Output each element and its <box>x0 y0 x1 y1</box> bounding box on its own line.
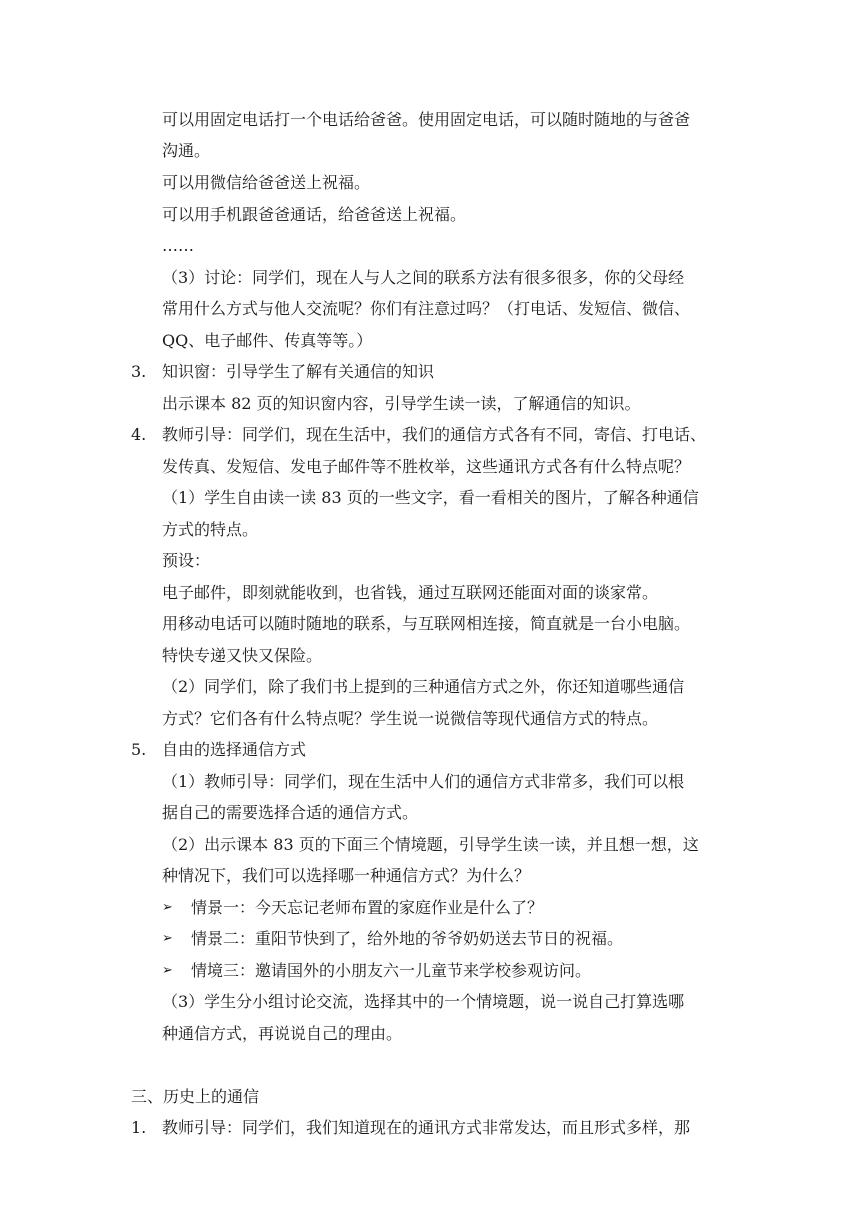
paragraph-line: 据自己的需要选择合适的通信方式。 <box>162 803 419 822</box>
scene-item: 情景一：今天忘记老师布置的家庭作业是什么了？ <box>191 898 544 917</box>
list-number: 3. <box>131 362 147 381</box>
paragraph-line: 可以用微信给爸爸送上祝福。 <box>162 173 371 192</box>
list-item-title: 教师引导：同学们，我们知道现在的通讯方式非常发达，而且形式多样，那 <box>162 1118 691 1137</box>
list-item-title: 教师引导：同学们，现在生活中，我们的通信方式各有不同，寄信、打电话、 <box>162 425 707 444</box>
discussion-line: QQ、电子邮件、传真等等。） <box>162 331 373 350</box>
arrow-bullet-icon: ➢ <box>162 900 173 915</box>
paragraph-line: 种情况下，我们可以选择哪一种通信方式？为什么？ <box>162 866 531 885</box>
list-item-title: 知识窗：引导学生了解有关通信的知识 <box>162 362 435 381</box>
paragraph-line: 方式？它们各有什么特点呢？学生说一说微信等现代通信方式的特点。 <box>162 709 659 728</box>
list-number: 1. <box>131 1118 147 1137</box>
list-number: 4. <box>131 425 147 444</box>
paragraph-line: 特快专递又快又保险。 <box>162 646 323 665</box>
list-number: 5. <box>131 740 147 759</box>
paragraph-line: （1）学生自由读一读 83 页的一些文字，看一看相关的图片，了解各种通信 <box>162 488 699 507</box>
paragraph-line: 电子邮件，即刻就能收到，也省钱，通过互联网还能面对面的谈家常。 <box>162 583 659 602</box>
paragraph-line: 沟通。 <box>162 141 211 160</box>
paragraph-line: 用移动电话可以随时随地的联系，与互联网相连接，简直就是一台小电脑。 <box>162 614 691 633</box>
paragraph-line: （1）教师引导：同学们，现在生活中人们的通信方式非常多，我们可以根 <box>162 772 685 791</box>
scene-item: 情境三：邀请国外的小朋友六一儿童节来学校参观访问。 <box>191 961 592 980</box>
paragraph-line: （3）学生分小组讨论交流，选择其中的一个情境题，说一说自己打算选哪 <box>162 992 685 1011</box>
paragraph-line: 可以用固定电话打一个电话给爸爸。使用固定电话，可以随时随地的与爸爸 <box>162 110 691 129</box>
ellipsis: …… <box>162 236 194 255</box>
preset-label: 预设： <box>162 551 211 570</box>
paragraph-line: 出示课本 82 页的知识窗内容，引导学生读一读，了解通信的知识。 <box>162 394 641 413</box>
discussion-line: （3）讨论：同学们，现在人与人之间的联系方法有很多很多，你的父母经 <box>162 268 685 287</box>
arrow-bullet-icon: ➢ <box>162 931 173 946</box>
paragraph-line: （2）出示课本 83 页的下面三个情境题，引导学生读一读，并且想一想，这 <box>162 835 699 854</box>
list-item-title: 自由的选择通信方式 <box>162 740 307 759</box>
section-heading: 三、历史上的通信 <box>131 1087 260 1106</box>
discussion-line: 常用什么方式与他人交流呢？你们有注意过吗？（打电话、发短信、微信、 <box>162 299 691 318</box>
arrow-bullet-icon: ➢ <box>162 963 173 978</box>
paragraph-line: 可以用手机跟爸爸通话，给爸爸送上祝福。 <box>162 205 467 224</box>
scene-item: 情景二：重阳节快到了，给外地的爷爷奶奶送去节日的祝福。 <box>191 929 624 948</box>
paragraph-line: 发传真、发短信、发电子邮件等不胜枚举，这些通讯方式各有什么特点呢？ <box>162 457 691 476</box>
paragraph-line: 种通信方式，再说说自己的理由。 <box>162 1024 403 1043</box>
paragraph-line: 方式的特点。 <box>162 520 259 539</box>
paragraph-line: （2）同学们，除了我们书上提到的三种通信方式之外，你还知道哪些通信 <box>162 677 685 696</box>
